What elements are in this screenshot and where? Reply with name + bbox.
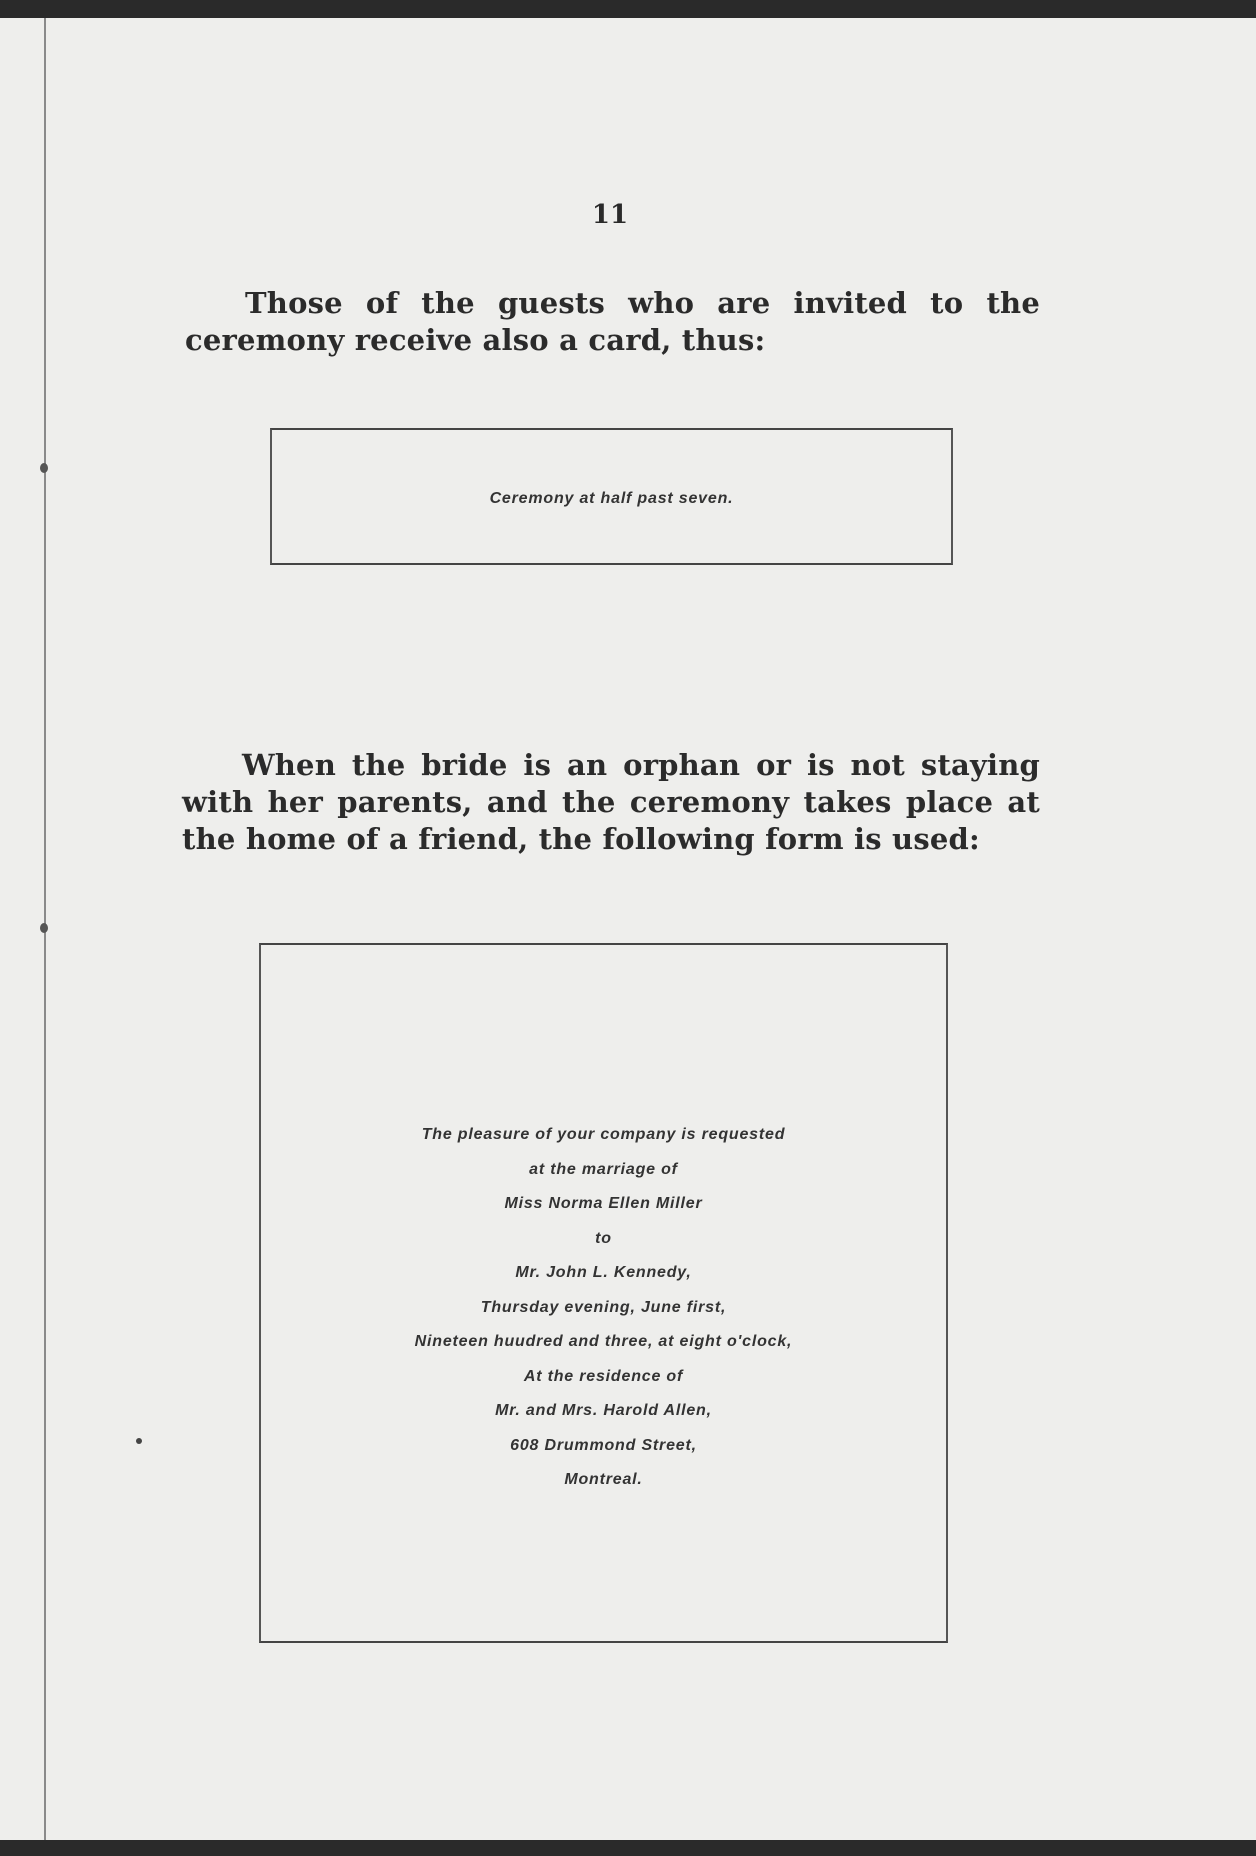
page-number: 11 <box>591 200 629 230</box>
scanned-page <box>0 18 1256 1840</box>
invitation-line: Nineteen huudred and three, at eight o'clock, <box>414 1333 793 1350</box>
invitation-line: Thursday evening, June first, <box>480 1298 727 1316</box>
ceremony-card-text: Ceremony at half past seven. <box>489 490 734 507</box>
invitation-line: to <box>595 1229 612 1247</box>
invitation-line: Montreal. <box>564 1471 643 1488</box>
binding-mark <box>40 463 48 473</box>
invitation-lines <box>261 1118 946 1498</box>
invitation-line: at the marriage of <box>529 1160 678 1178</box>
invitation-line: The pleasure of your company is requested <box>421 1126 786 1143</box>
invitation-line: Mr. John L. Kennedy, <box>515 1264 692 1281</box>
invitation-line: Miss Norma Ellen Miller <box>504 1195 703 1212</box>
orphan-paragraph: When the bride is an orphan or is not staying with her parents, and the ceremony takes place at the home of a friend, the following form is used: <box>182 748 1040 856</box>
invitation-line: 608 Drummond Street, <box>510 1436 697 1454</box>
intro-paragraph: Those of the guests who are invited to the ceremony receive also a card, thus: <box>185 286 1040 357</box>
invitation-card <box>259 943 948 1643</box>
invitation-line: At the residence of <box>523 1367 684 1385</box>
page-speck <box>136 1438 142 1444</box>
binding-mark <box>40 923 48 933</box>
ceremony-card <box>270 428 953 565</box>
invitation-line: Mr. and Mrs. Harold Allen, <box>495 1402 712 1419</box>
